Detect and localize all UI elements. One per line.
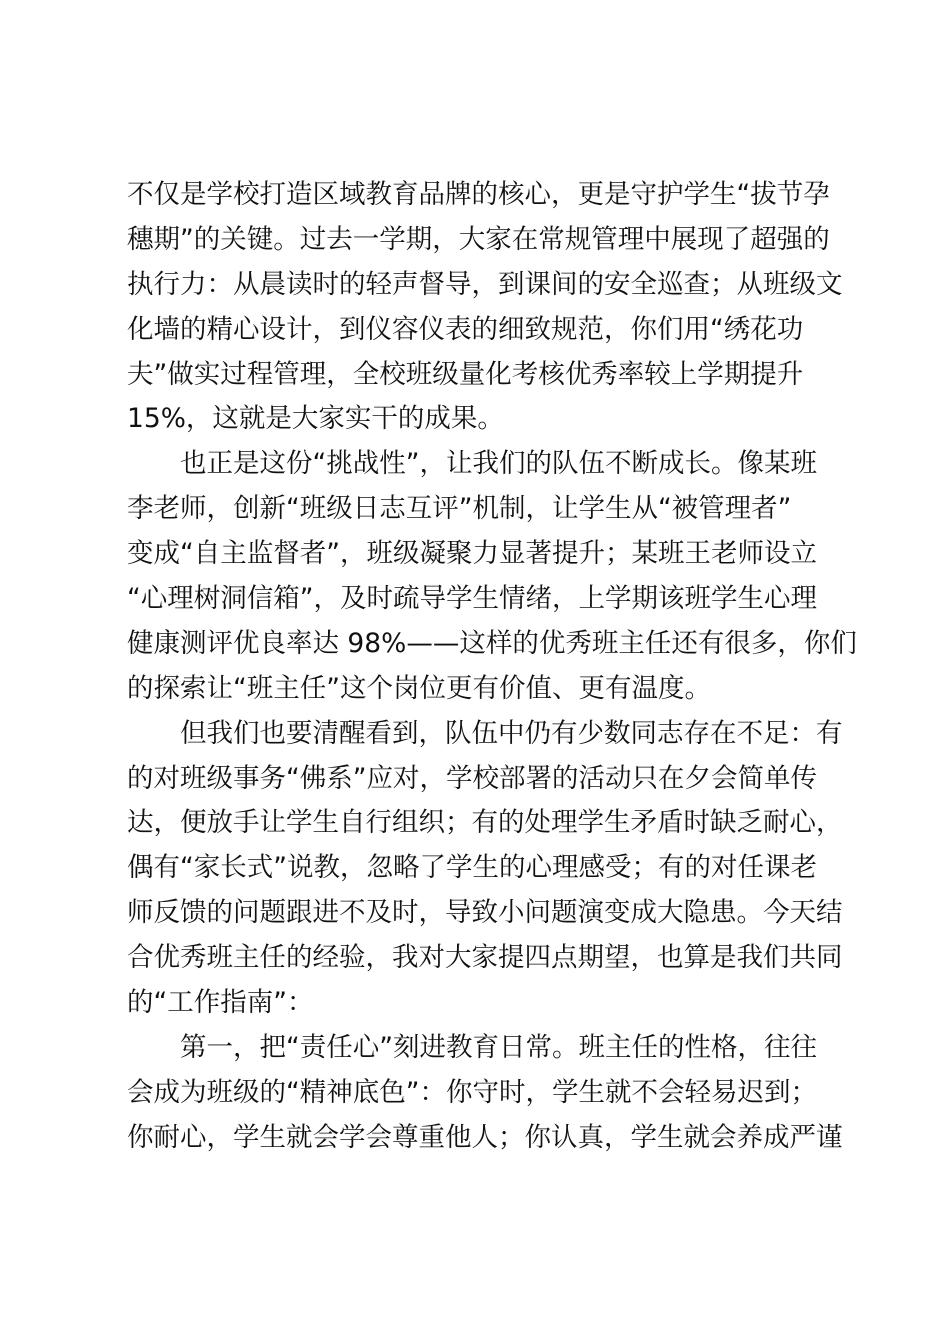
text-line: 夫”做实过程管理，全校班级量化考核优秀率较上学期提升 — [127, 358, 804, 390]
text-line: 但我们也要清醒看到，队伍中仍有少数同志存在不足：有 — [127, 717, 843, 749]
text-line: 的对班级事务“佛系”应对，学校部署的活动只在夕会简单传 — [127, 762, 817, 794]
document-body — [127, 173, 857, 1161]
text-line: 达，便放手让学生自行组织；有的处理学生矛盾时缺乏耐心， — [127, 807, 843, 839]
text-line: 李老师，创新“班级日志互评”机制，让学生从“被管理者” — [127, 493, 792, 525]
text-line: 健康测评优良率达 98%——这样的优秀班主任还有很多，你们 — [127, 627, 857, 659]
text-line: 15%，这就是大家实干的成果。 — [127, 403, 504, 435]
text-line: 师反馈的问题跟进不及时，导致小问题演变成大隐患。今天结 — [127, 897, 843, 929]
text-line: 穗期”的关键。过去一学期，大家在常规管理中展现了超强的 — [127, 223, 830, 255]
text-line: 不仅是学校打造区域教育品牌的核心，更是守护学生“拔节孕 — [127, 179, 830, 210]
text-line: 执行力：从晨读时的轻声督导，到课间的安全巡查；从班级文 — [127, 268, 843, 300]
text-line: 第一，把“责任心”刻进教育日常。班主任的性格，往往 — [127, 1031, 817, 1063]
text-line: 你耐心，学生就会学会尊重他人；你认真，学生就会养成严谨 — [127, 1121, 843, 1153]
text-line: 变成“自主监督者”，班级凝聚力显著提升；某班王老师设立 — [127, 538, 817, 570]
text-line: 会成为班级的“精神底色”：你守时，学生就不会轻易迟到； — [127, 1076, 817, 1108]
text-line: 的探索让“班主任”这个岗位更有价值、更有温度。 — [127, 672, 711, 704]
text-line: 偶有“家长式”说教，忽略了学生的心理感受；有的对任课老 — [127, 852, 817, 884]
text-line: 的“工作指南”： — [127, 987, 314, 1019]
text-line: “心理树洞信箱”，及时疏导学生情绪，上学期该班学生心理 — [127, 583, 817, 615]
text-line: 合优秀班主任的经验，我对大家提四点期望，也算是我们共同 — [127, 942, 843, 974]
text-line: 也正是这份“挑战性”，让我们的队伍不断成长。像某班 — [127, 448, 817, 480]
text-line: 化墙的精心设计，到仪容仪表的细致规范，你们用“绣花功 — [127, 313, 804, 345]
